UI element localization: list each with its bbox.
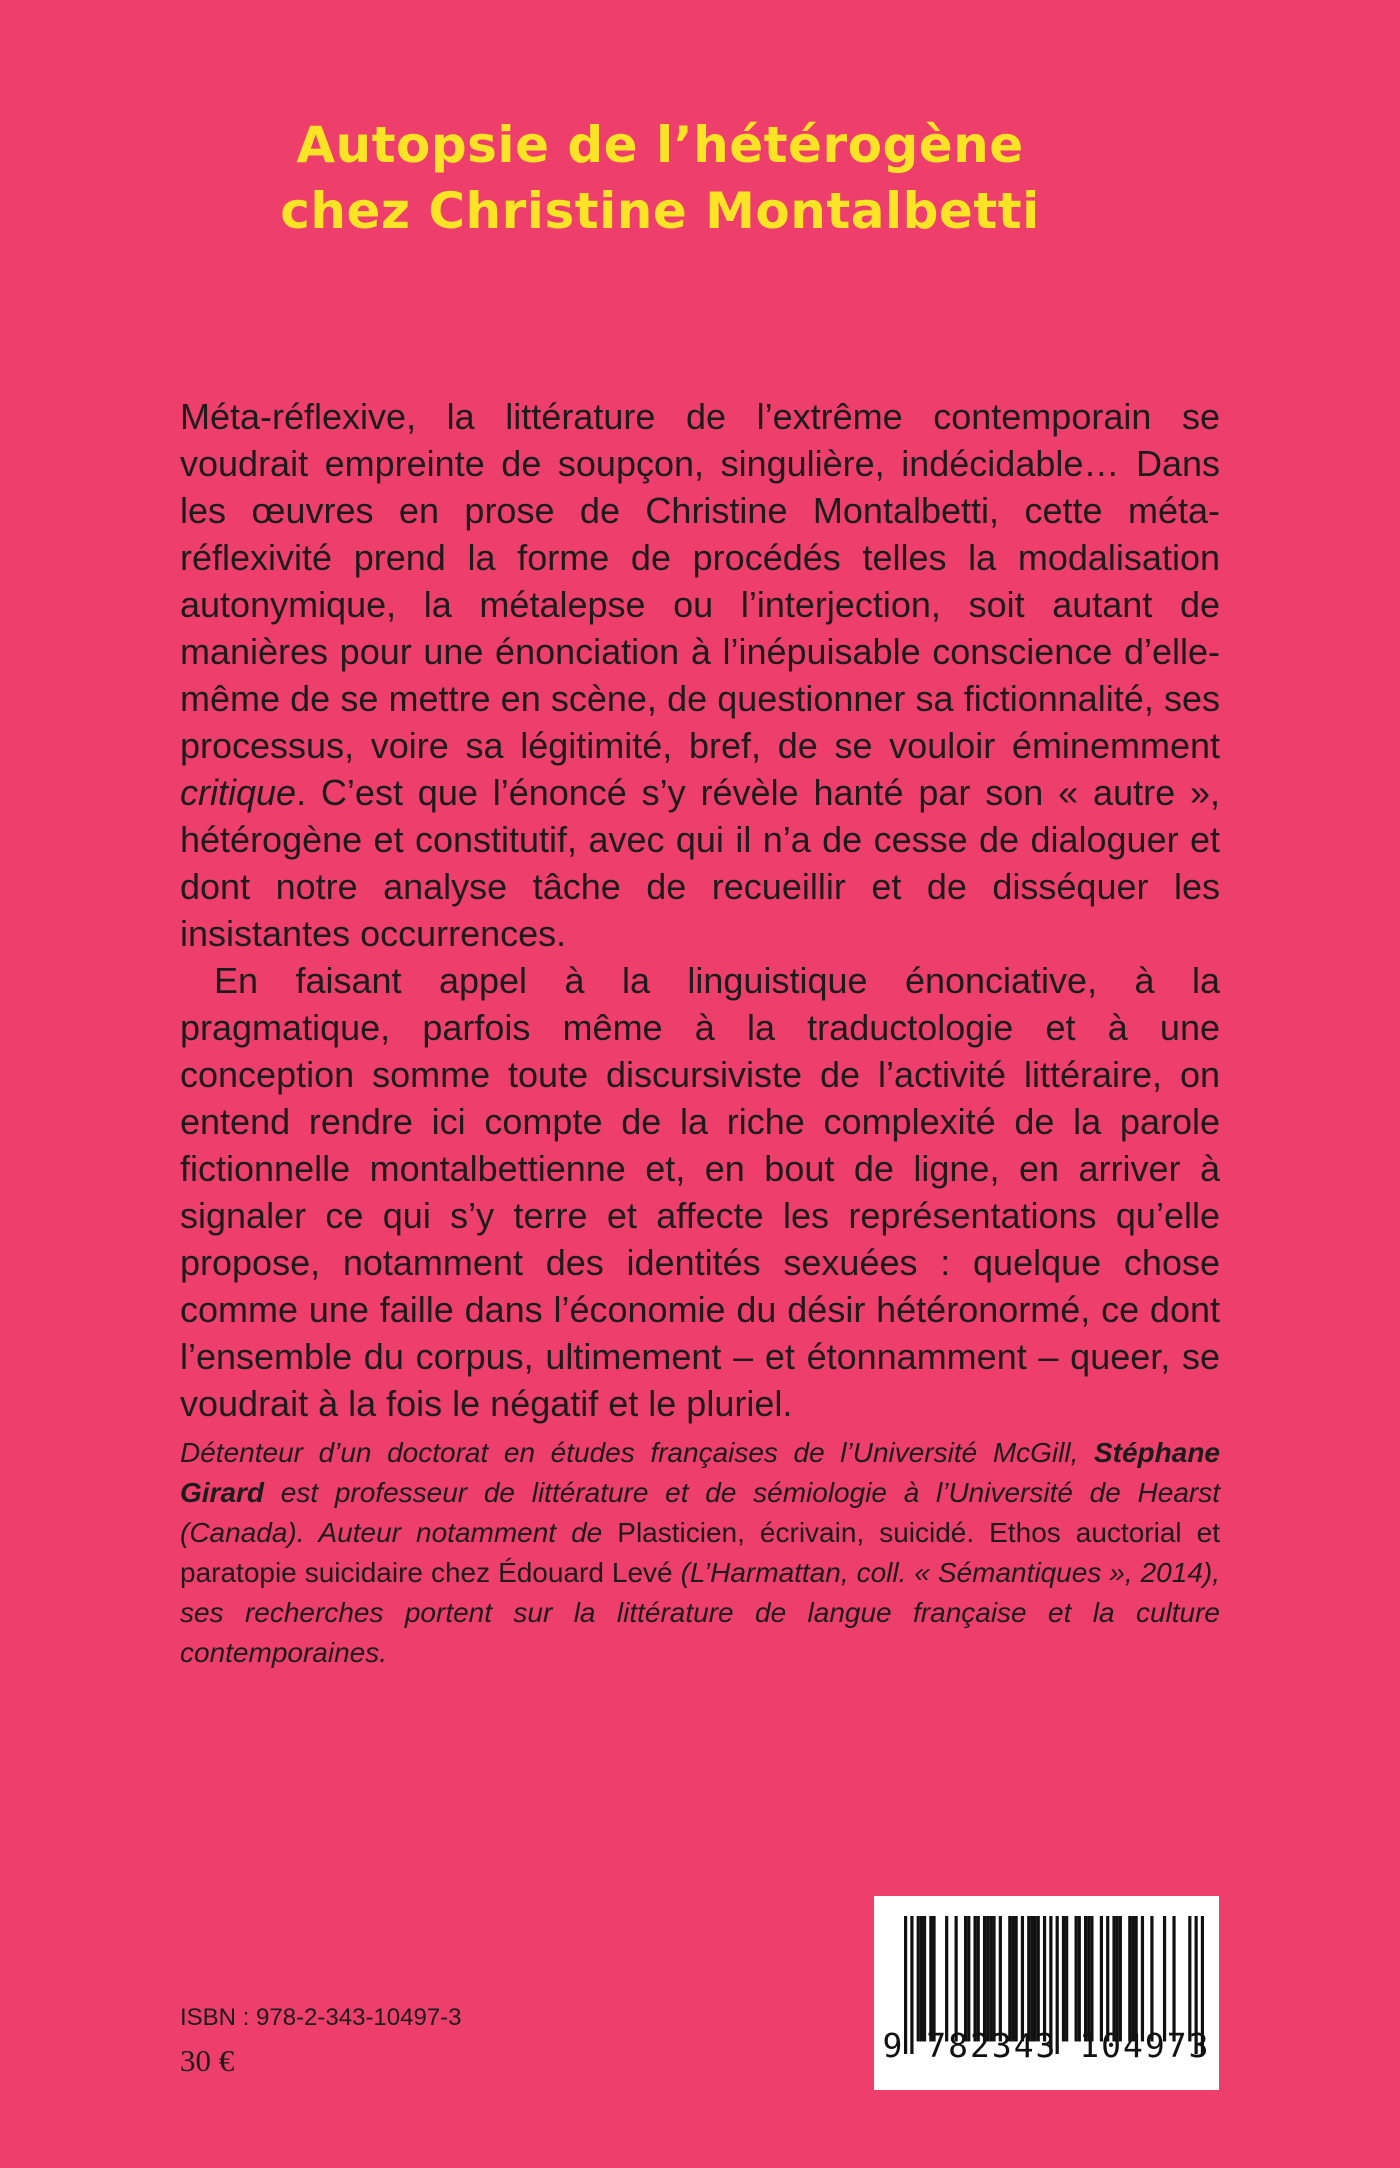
barcode-bar [1172,1916,1175,2041]
author-name: Stéphane Girard [180,1437,1220,1508]
barcode-bar [955,1916,958,2041]
blurb-paragraph-1 [180,393,1220,957]
barcode-bar [1008,1916,1011,2041]
author-bio [180,1433,1220,1673]
price-label: 30 € [180,2043,235,2078]
barcode-bar [1075,1916,1078,2041]
barcode-bar [945,1916,948,2041]
barcode-bar [1112,1916,1115,2041]
blurb-p1-text-b: . C’est que l’énoncé s’y révèle hanté par son « autre », hétérogène et constitutif, avec qui il n’a de cesse de dialoguer et dont notre analyse tâche de recueillir et de disséquer les insistantes occurrences. [180,772,1220,954]
author-bio-paragraph [180,1433,1220,1673]
barcode-bar [920,1916,923,2041]
barcode-bar [1135,1916,1138,2041]
barcode-bar [1087,1916,1090,2041]
barcode-bar [964,1916,967,2041]
back-cover-blurb [180,393,1220,1427]
barcode-bar [1084,1916,1087,2041]
barcode-bar [1150,1916,1153,2041]
barcode-bar [1163,1916,1166,2041]
bio-text-b: est professeur de littérature et de sémiologie à l’Université de Hearst (Canada). Auteur notamment de [180,1477,1220,1548]
barcode-bar [1030,1916,1033,2041]
barcode-panel [874,1896,1219,2090]
barcode-bar [1037,1916,1040,2041]
book-title-line-2: chez Christine Montalbetti [280,182,1040,240]
barcode-bar [992,1916,995,2041]
barcode-bar [1100,1916,1103,2041]
barcode-bar [1015,1916,1018,2041]
barcode-bar [973,1916,976,2041]
blurb-paragraph-2: En faisant appel à la linguistique énonciative, à la pragmatique, parfois même à la traductologie et à une conception somme toute discursiviste de l’activité littéraire, on entend rendre ici compte de la riche complexité de la parole fictionnelle montalbettienne et, en bout de ligne, en arriver à signaler ce qui s’y terre et affecte les représentations qu’elle propose, notamment des identités sexuées : quelque chose comme une faille dans l’économie du désir hétéronormé, ce dont l’ensemble du corpus, ultimement – et étonnamment – queer, se voudrait à la fois le négatif et le pluriel. [180,960,1220,1424]
barcode-bar [1116,1916,1119,2041]
barcode-bar [986,1916,989,2041]
barcode-bar [1062,1916,1065,2041]
book-reference: Plasticien, écrivain, suicidé. Ethos auctorial et paratopie suicidaire chez Édouard Levé [180,1517,1220,1588]
bio-text-a: Détenteur d’un doctorat en études françaises de l’Université McGill, [180,1437,1094,1468]
book-title [180,112,1140,244]
barcode-bar [1131,1916,1134,2041]
blurb-p1-emphasis: critique [180,772,297,813]
barcode-bar [977,1916,980,2041]
barcode-bar [1078,1916,1081,2041]
barcode-bar [1021,1916,1024,2041]
barcode-bar [1090,1916,1093,2041]
barcode-bar [1065,1916,1068,2041]
bio-text-c: (L’Harmattan, coll. « Sémantiques », 2014), ses recherches portent sur la littérature de langue française et la culture contemporaines. [180,1557,1220,1668]
barcode-bar [1119,1916,1122,2041]
barcode-bar [929,1916,932,2041]
barcode-bar [1141,1916,1144,2041]
barcode-bar [1027,1916,1030,2041]
barcode-bar [932,1916,935,2041]
barcode-number: 9 782343 104973 [882,2026,1211,2065]
barcode-bar [1011,1916,1014,2041]
blurb-p1-text-a: Méta-réflexive, la littérature de l’extrême contemporain se voudrait empreinte de soupçon, singulière, indécidable… Dans les œuvres en prose de Christine Montalbetti, cette méta-réflexivité prend la forme de procédés telles la modalisation autonymique, la métalepse ou l’interjection, soit autant de manières pour une énonciation à l’inépuisable conscience d’elle-même de se mettre en scène, de questionner sa fictionnalité, ses processus, voire sa légitimité, bref, de se vouloir éminemment [180,396,1220,766]
barcode-bar [989,1916,992,2041]
barcode-bar [1106,1916,1109,2041]
barcode-bar [1043,1916,1046,2041]
isbn-label: ISBN : 978-2-343-10497-3 [180,2004,462,2031]
barcode-bar [923,1916,926,2041]
barcode-bar [1033,1916,1036,2041]
barcode-bar [967,1916,970,2041]
barcode-bar [917,1916,920,2041]
barcode-bar [1128,1916,1131,2041]
barcode-bar [999,1916,1002,2041]
barcode-bar [983,1916,986,2041]
book-title-line-1: Autopsie de l’hétérogène [296,116,1024,174]
barcode-bar [1188,1916,1191,2041]
